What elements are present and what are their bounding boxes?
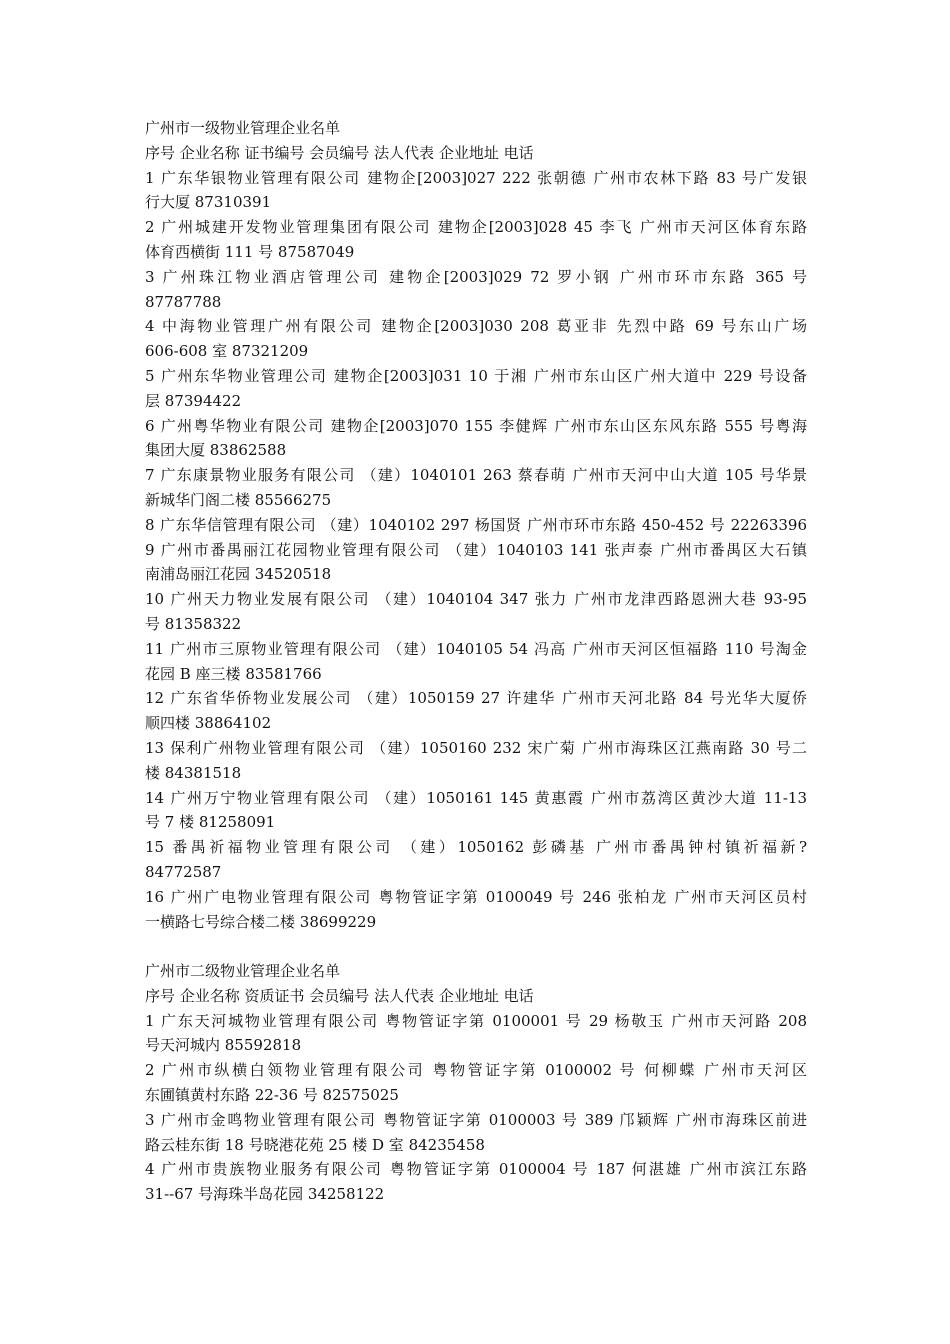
section1-entry-7-line-1: 7 广东康景物业服务有限公司 （建）1040101 263 蔡春萌 广州市天河中山大道 105 号华景 xyxy=(145,466,807,485)
section2-entry-3-line-1: 3 广州市金鸣物业管理有限公司 粤物管证字第 0100003 号 389 邝颖辉 广州市海珠区前进 xyxy=(145,1110,807,1129)
section1-title: 广州市一级物业管理企业名单 xyxy=(145,119,341,137)
section1-entry-5-line-2: 层 87394422 xyxy=(145,391,242,410)
section1-entry-1-line-1: 1 广东华银物业管理有限公司 建物企[2003]027 222 张朝德 广州市农林下路 83 号广发银 xyxy=(145,168,807,187)
section2-title: 广州市二级物业管理企业名单 xyxy=(145,962,341,981)
section1-entry-13-line-1: 13 保利广州物业管理有限公司 （建）1050160 232 宋广菊 广州市海珠区江燕南路 30 号二 xyxy=(145,738,807,757)
section1-entry-7-line-2: 新城华门阁二楼 85566275 xyxy=(145,490,332,509)
section2-entry-1-line-2: 号天河城内 85592818 xyxy=(145,1036,302,1055)
section1-entry-14-line-2: 号 7 楼 81258091 xyxy=(145,813,276,832)
section2-entry-3-line-2: 路云桂东街 18 号晓港花苑 25 楼 D 室 84235458 xyxy=(145,1135,485,1154)
section1-entry-8-line-1: 8 广东华信管理有限公司 （建）1040102 297 杨国贤 广州市环市东路 450-452 号 22263396 xyxy=(145,515,807,534)
section1-entry-10-line-2: 号 81358322 xyxy=(145,614,242,633)
section1-entry-12-line-1: 12 广东省华侨物业发展公司 （建）1050159 27 许建华 广州市天河北路 84 号光华大厦侨 xyxy=(145,689,807,708)
document-page xyxy=(145,116,807,1207)
section1-entry-9-line-1: 9 广州市番禺丽江花园物业管理有限公司 （建）1040103 141 张声泰 广州市番禺区大石镇 xyxy=(145,540,807,559)
section1-entry-2-line-1: 2 广州城建开发物业管理集团有限公司 建物企[2003]028 45 李飞 广州市天河区体育东路 xyxy=(145,218,807,237)
section1-entry-3-line-2: 87787788 xyxy=(145,292,222,311)
section1-header: 序号 企业名称 证书编号 会员编号 法人代表 企业地址 电话 xyxy=(145,143,534,162)
section2-entry-4-line-2: 31--67 号海珠半岛花园 34258122 xyxy=(145,1185,385,1204)
section1-entry-11-line-2: 花园 B 座三楼 83581766 xyxy=(145,664,322,683)
section2-entry-1-line-1: 1 广东天河城物业管理有限公司 粤物管证字第 0100001 号 29 杨敬玉 广州市天河路 208 xyxy=(145,1011,807,1030)
section1-entry-15-line-1: 15 番禺祈福物业管理有限公司 （建）1050162 彭磷基 广州市番禺钟村镇祈福新? xyxy=(145,838,807,857)
section1-entry-5-line-1: 5 广州东华物业管理公司 建物企[2003]031 10 于湘 广州市东山区广州大道中 229 号设备 xyxy=(145,366,807,385)
section1-entry-10-line-1: 10 广州天力物业发展有限公司 （建）1040104 347 张力 广州市龙津西路恩洲大巷 93-95 xyxy=(145,590,807,609)
section1-entry-3-line-1: 3 广州珠江物业酒店管理公司 建物企[2003]029 72 罗小钢 广州市环市东路 365 号 xyxy=(145,267,807,286)
section1-entry-12-line-2: 顺四楼 38864102 xyxy=(145,714,272,733)
section2-entry-4-line-1: 4 广州市贵族物业服务有限公司 粤物管证字第 0100004 号 187 何湛雄 广州市滨江东路 xyxy=(145,1160,807,1179)
section1-entry-14-line-1: 14 广州万宁物业管理有限公司 （建）1050161 145 黄惠霞 广州市荔湾区黄沙大道 11-13 xyxy=(145,788,808,807)
section2-entry-2-line-2: 东圃镇黄村东路 22-36 号 82575025 xyxy=(145,1086,399,1105)
section2-header: 序号 企业名称 资质证书 会员编号 法人代表 企业地址 电话 xyxy=(145,986,534,1005)
section1-entry-11-line-1: 11 广州市三原物业管理有限公司 （建）1040105 54 冯高 广州市天河区恒福路 110 号淘金 xyxy=(145,639,807,658)
section1-entry-16-line-2: 一横路七号综合楼二楼 38699229 xyxy=(145,912,377,931)
section2-entry-2-line-1: 2 广州市纵横白领物业管理有限公司 粤物管证字第 0100002 号 何柳蝶 广州市天河区 xyxy=(145,1061,807,1080)
section-spacer xyxy=(145,934,807,959)
section1-entry-13-line-2: 楼 84381518 xyxy=(145,763,242,782)
section1-entry-2-line-2: 体育西横街 111 号 87587049 xyxy=(145,242,355,261)
section1-entry-4-line-2: 606-608 室 87321209 xyxy=(145,342,309,361)
section1-entry-15-line-2: 84772587 xyxy=(145,862,222,881)
section1-entry-16-line-1: 16 广州广电物业管理有限公司 粤物管证字第 0100049 号 246 张柏龙 广州市天河区员村 xyxy=(145,887,807,906)
section1-entry-4-line-1: 4 中海物业管理广州有限公司 建物企[2003]030 208 葛亚非 先烈中路 69 号东山广场 xyxy=(145,317,807,336)
section1-entry-9-line-2: 南浦岛丽江花园 34520518 xyxy=(145,565,332,584)
section1-entry-6-line-2: 集团大厦 83862588 xyxy=(145,441,287,460)
section1-entry-6-line-1: 6 广州粤华物业有限公司 建物企[2003]070 155 李健辉 广州市东山区东风东路 555 号粤海 xyxy=(145,416,807,435)
section1-entry-1-line-2: 行大厦 87310391 xyxy=(145,193,272,212)
